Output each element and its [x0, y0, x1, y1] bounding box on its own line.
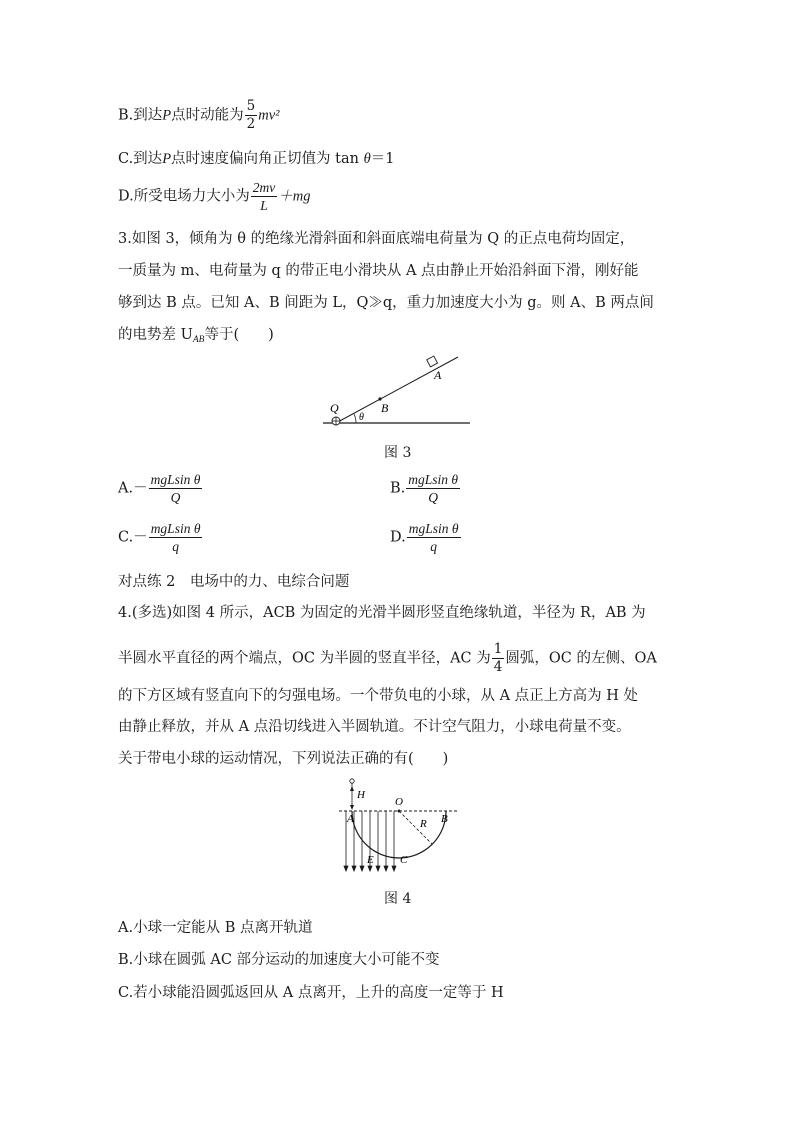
label-o: O — [395, 796, 403, 808]
q4-option-c: C.若小球能沿圆弧返回从 A 点离开，上升的高度一定等于 H — [118, 985, 504, 1001]
label-c: C — [400, 854, 408, 866]
frac-den: L — [260, 197, 268, 213]
option-tail: mv² — [258, 107, 280, 124]
option-text: D.所受电场力大小为 — [118, 188, 250, 205]
frac-num: mgLsin θ — [150, 472, 201, 487]
q4-line-2 — [118, 643, 657, 674]
frac-den: Q — [428, 489, 439, 505]
option-text: B.到达 — [118, 107, 163, 124]
figure-4-caption: 图 4 — [384, 891, 412, 907]
frac-num: mgLsin θ — [408, 521, 459, 536]
frac-num: mgLsin θ — [408, 472, 459, 487]
q4-line-1: 4.(多选)如图 4 所示，ACB 为固定的光滑半圆形竖直绝缘轨道，半径为 R，AB 为 — [118, 605, 646, 621]
incline-line — [336, 357, 458, 423]
q4-option-b: B.小球在圆弧 AC 部分运动的加速度大小可能不变 — [118, 952, 440, 968]
label-a: A — [347, 813, 354, 825]
ball-release-icon — [350, 779, 354, 783]
option-label: B. — [390, 480, 406, 497]
q4-line-5: 关于带电小球的运动情况，下列说法正确的有( ) — [118, 751, 449, 767]
q4-line-4: 由静止释放，并从 A 点沿切线进入半圆轨道。不计空气阻力，小球电荷量不变。 — [118, 719, 631, 735]
subscript: AB — [192, 335, 205, 345]
figure-3-diagram — [318, 350, 478, 430]
q3-line-3: 够到达 B 点。已知 A、B 间距为 L，Q≫q，重力加速度大小为 g。则 A、B 两点间 — [118, 295, 654, 311]
option-label: D. — [390, 529, 406, 546]
q3-line-4 — [118, 325, 274, 350]
q3-option-a — [118, 473, 203, 504]
frac-den: 4 — [493, 658, 503, 675]
q3-option-d — [390, 522, 462, 553]
frac-num: 5 — [246, 98, 256, 114]
option-tail: ＝1 — [370, 151, 395, 167]
frac-den: 2 — [246, 115, 256, 132]
label-b: B — [381, 401, 389, 415]
var-p: P — [162, 107, 172, 124]
figure-4-diagram — [335, 776, 465, 876]
frac-den: q — [172, 538, 179, 554]
q3-option-c — [118, 522, 203, 553]
label-b: B — [441, 813, 448, 825]
figure-3-caption: 图 3 — [384, 445, 412, 461]
frac-den: q — [430, 538, 437, 554]
height-arrow-down-icon — [350, 805, 354, 810]
option-text: C.到达 — [118, 151, 163, 167]
semicircle-track — [352, 811, 446, 858]
fraction — [406, 473, 460, 504]
q3-line-2: 一质量为 m、电荷量为 q 的带正电小滑块从 A 点由静止开始沿斜面下滑，刚好能 — [118, 263, 639, 279]
frac-num: mgLsin θ — [150, 521, 201, 536]
fraction — [149, 522, 203, 553]
theta: θ — [363, 151, 371, 167]
q4-line-3: 的下方区域有竖直向下的匀强电场。一个带负电的小球，从 A 点正上方高为 H 处 — [118, 688, 639, 704]
label-e: E — [367, 854, 374, 866]
option-label: C.－ — [118, 529, 148, 546]
q2-option-c — [118, 149, 394, 169]
fraction — [492, 643, 505, 674]
text: 的电势差 U — [118, 327, 193, 343]
option-label: A.－ — [118, 480, 148, 497]
option-text-mid: 点时动能为 — [171, 107, 244, 124]
q3-option-b — [390, 473, 461, 504]
q4-option-a: A.小球一定能从 B 点离开轨道 — [118, 920, 313, 936]
q2-option-d — [118, 181, 310, 212]
text: 半圆水平直径的两个端点，OC 为半圆的竖直半径，AC 为 — [118, 650, 491, 667]
option-text-mid: 点时速度偏向角正切值为 tan — [171, 151, 364, 167]
angle-arc — [354, 414, 356, 423]
text: 等于( ) — [204, 327, 274, 343]
fraction — [407, 522, 461, 553]
label-h: H — [357, 789, 365, 801]
frac-den: Q — [170, 489, 181, 505]
q2-option-b — [118, 100, 279, 131]
height-arrow-up-icon — [350, 786, 354, 791]
label-r: R — [420, 818, 427, 830]
fraction — [149, 473, 203, 504]
frac-num: 2mv — [252, 180, 276, 195]
frac-num: 1 — [493, 641, 503, 657]
radius-line — [399, 811, 432, 844]
label-a: A — [434, 368, 442, 382]
section-title: 对点练 2 电场中的力、电综合问题 — [118, 574, 350, 590]
var-p: P — [162, 151, 172, 167]
text: 圆弧，OC 的左侧、OA — [505, 650, 657, 667]
q3-line-1: 3.如图 3，倾角为 θ 的绝缘光滑斜面和斜面底端电荷量为 Q 的正点电荷均固定， — [118, 231, 635, 247]
option-tail: ＋mg — [278, 188, 311, 205]
slider-block — [427, 356, 438, 367]
label-q: Q — [330, 401, 339, 415]
fraction — [251, 181, 278, 212]
fraction — [245, 100, 258, 131]
label-theta: θ — [359, 412, 364, 423]
